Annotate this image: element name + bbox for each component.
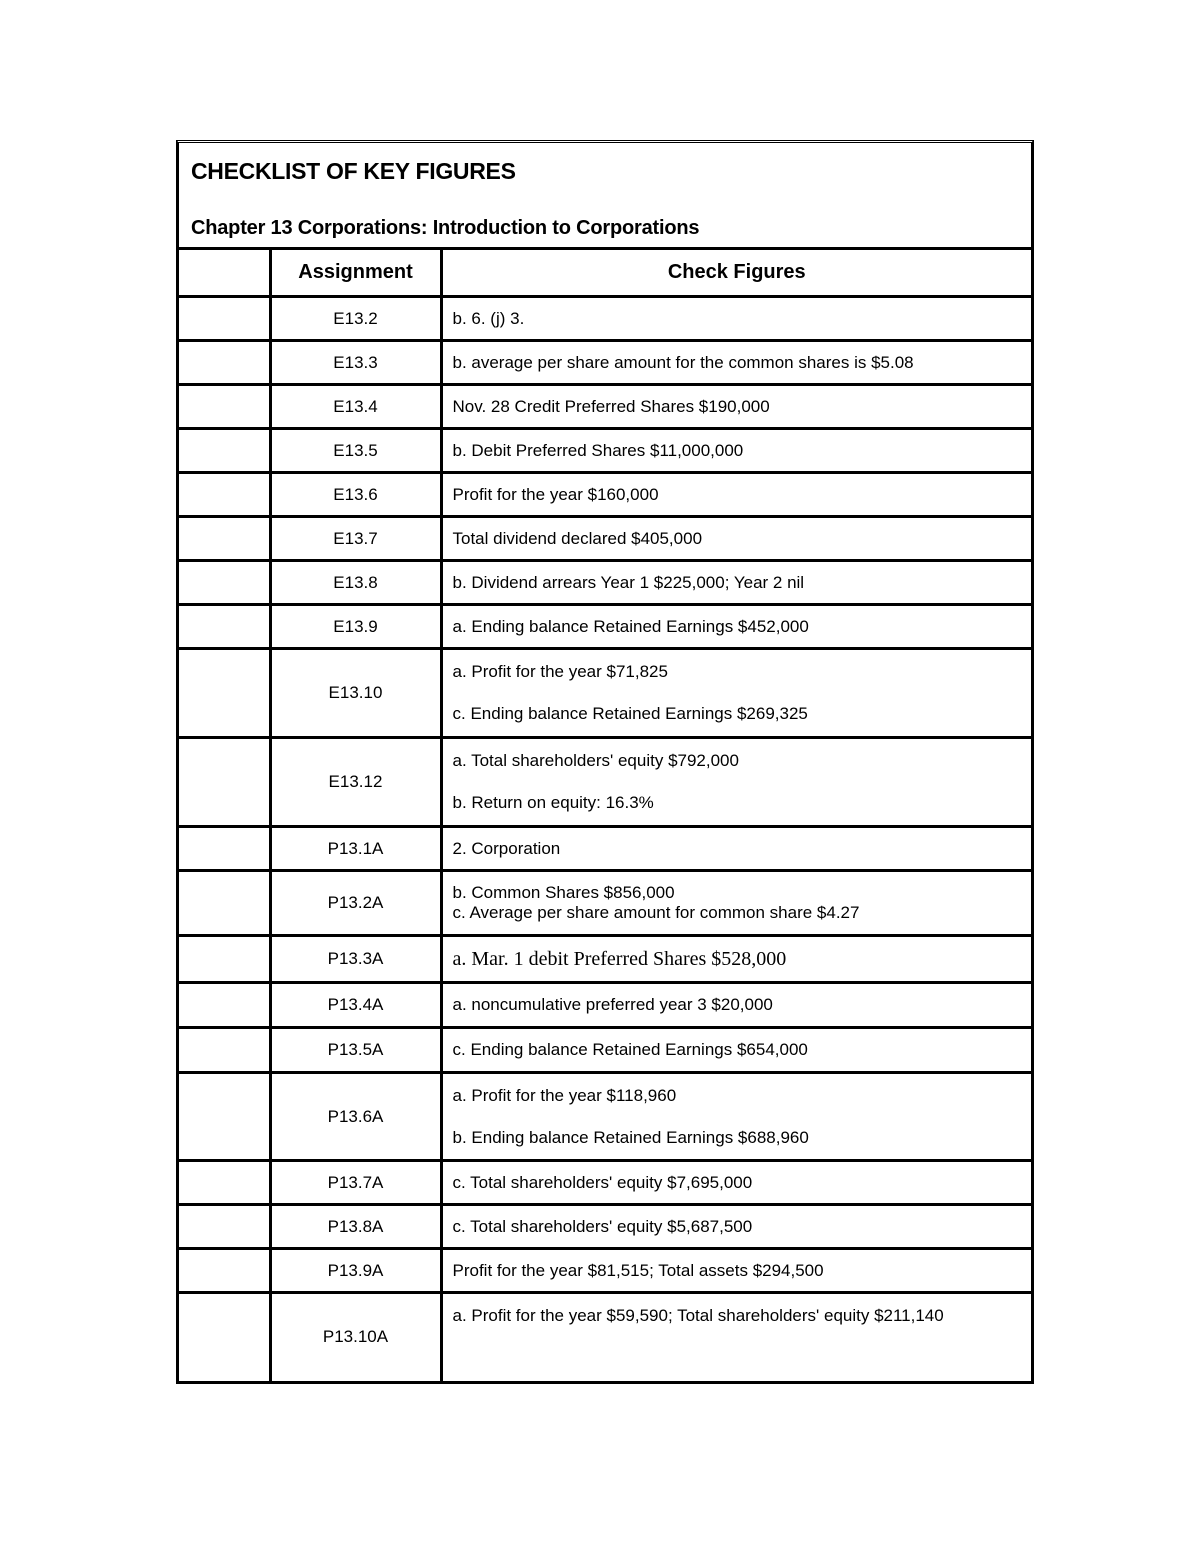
table-row <box>179 1161 1031 1205</box>
check-figure-line: b. Common Shares $856,000 <box>452 883 675 902</box>
check-figure-line: Total dividend declared $405,000 <box>452 528 703 548</box>
assignment-cell: P13.9A <box>270 1249 441 1293</box>
check-figure-line: c. Ending balance Retained Earnings $654,000 <box>452 1040 808 1059</box>
check-figure-line: a. Mar. 1 debit Preferred Shares $528,000 <box>452 947 787 970</box>
document-title: CHECKLIST OF KEY FIGURES <box>191 158 516 184</box>
blank-cell <box>179 385 270 429</box>
table-row <box>179 517 1031 561</box>
blank-cell <box>179 738 270 827</box>
table-row <box>179 385 1031 429</box>
check-figure-line: a. Profit for the year $71,825 <box>452 662 668 681</box>
document-subtitle: Chapter 13 Corporations: Introduction to Corporations <box>191 217 700 239</box>
assignment-cell: P13.6A <box>270 1073 441 1161</box>
assignment-cell: P13.5A <box>270 1028 441 1073</box>
table-row <box>179 871 1031 936</box>
table-row <box>179 738 1031 827</box>
check-figure-line: a. noncumulative preferred year 3 $20,000 <box>452 995 773 1014</box>
check-figure-cell <box>441 1293 1031 1381</box>
check-figure-line: Profit for the year $160,000 <box>452 484 659 504</box>
assignment-cell: P13.1A <box>270 827 441 871</box>
check-figure-line: b. average per share amount for the common shares is $5.08 <box>452 352 914 372</box>
blank-cell <box>179 429 270 473</box>
check-figure-cell <box>441 385 1031 429</box>
check-figures-table <box>179 250 1031 1381</box>
blank-cell <box>179 1073 270 1161</box>
check-figure-line: c. Total shareholders' equity $7,695,000 <box>452 1172 753 1192</box>
check-figure-line: a. Profit for the year $118,960 <box>452 1085 677 1105</box>
check-figure-line: Profit for the year $81,515; Total assets $294,500 <box>452 1260 824 1280</box>
check-figure-cell <box>441 1028 1031 1073</box>
blank-cell <box>179 827 270 871</box>
blank-cell <box>179 983 270 1028</box>
check-figure-cell <box>441 561 1031 605</box>
check-figure-cell <box>441 1161 1031 1205</box>
check-figure-cell <box>441 429 1031 473</box>
assignment-cell: E13.2 <box>270 297 441 341</box>
assignment-header: Assignment <box>270 250 441 297</box>
check-figure-cell <box>441 473 1031 517</box>
blank-cell <box>179 936 270 983</box>
check-figure-cell <box>441 936 1031 983</box>
check-figure-line: c. Ending balance Retained Earnings $269,325 <box>452 704 808 723</box>
assignment-cell: P13.8A <box>270 1205 441 1249</box>
table-row <box>179 936 1031 983</box>
blank-header-cell <box>179 250 270 297</box>
table-body <box>179 297 1031 1381</box>
table-row <box>179 1293 1031 1381</box>
check-figures-header: Check Figures <box>441 250 1031 297</box>
check-figure-cell <box>441 1073 1031 1161</box>
check-figure-cell <box>441 341 1031 385</box>
table-row <box>179 983 1031 1028</box>
table-row <box>179 1073 1031 1161</box>
table-header-row <box>179 250 1031 297</box>
blank-cell <box>179 1205 270 1249</box>
check-figure-line: b. Ending balance Retained Earnings $688,960 <box>452 1127 809 1147</box>
blank-cell <box>179 1293 270 1381</box>
assignment-cell: E13.5 <box>270 429 441 473</box>
check-figure-cell <box>441 517 1031 561</box>
blank-cell <box>179 1249 270 1293</box>
check-figure-line: b. 6. (j) 3. <box>452 308 525 328</box>
assignment-cell: E13.8 <box>270 561 441 605</box>
assignment-cell: E13.3 <box>270 341 441 385</box>
check-figure-cell <box>441 649 1031 738</box>
assignment-cell: E13.9 <box>270 605 441 649</box>
table-row <box>179 605 1031 649</box>
blank-cell <box>179 517 270 561</box>
check-figure-line: c. Average per share amount for common share $4.27 <box>452 903 860 922</box>
blank-cell <box>179 473 270 517</box>
table-row <box>179 473 1031 517</box>
blank-cell <box>179 605 270 649</box>
table-row <box>179 649 1031 738</box>
blank-cell <box>179 1161 270 1205</box>
table-row <box>179 561 1031 605</box>
check-figure-line: b. Debit Preferred Shares $11,000,000 <box>452 440 744 460</box>
check-figure-line: b. Dividend arrears Year 1 $225,000; Year 2 nil <box>452 572 805 592</box>
assignment-cell: E13.10 <box>270 649 441 738</box>
table-row <box>179 341 1031 385</box>
check-figure-line: a. Profit for the year $59,590; Total shareholders' equity $211,140 <box>452 1306 944 1325</box>
assignment-cell: P13.7A <box>270 1161 441 1205</box>
blank-cell <box>179 871 270 936</box>
blank-cell <box>179 297 270 341</box>
blank-cell <box>179 341 270 385</box>
table-row <box>179 429 1031 473</box>
check-figure-cell <box>441 871 1031 936</box>
check-figure-cell <box>441 983 1031 1028</box>
check-figure-line: a. Ending balance Retained Earnings $452,000 <box>452 616 809 636</box>
assignment-cell: P13.3A <box>270 936 441 983</box>
table-row <box>179 827 1031 871</box>
blank-cell <box>179 1028 270 1073</box>
check-figure-cell <box>441 738 1031 827</box>
blank-cell <box>179 561 270 605</box>
title-block <box>179 143 1031 250</box>
check-figure-line: c. Total shareholders' equity $5,687,500 <box>452 1216 753 1236</box>
assignment-cell: E13.4 <box>270 385 441 429</box>
check-figure-cell <box>441 605 1031 649</box>
table-row <box>179 297 1031 341</box>
check-figure-line: 2. Corporation <box>452 838 561 858</box>
check-figure-line: a. Total shareholders' equity $792,000 <box>452 751 739 770</box>
table-row <box>179 1028 1031 1073</box>
assignment-cell: P13.10A <box>270 1293 441 1381</box>
assignment-cell: E13.12 <box>270 738 441 827</box>
assignment-cell: P13.2A <box>270 871 441 936</box>
table-row <box>179 1205 1031 1249</box>
check-figure-line: b. Return on equity: 16.3% <box>452 793 654 812</box>
blank-cell <box>179 649 270 738</box>
check-figure-cell <box>441 1249 1031 1293</box>
assignment-cell: E13.6 <box>270 473 441 517</box>
check-figure-line: Nov. 28 Credit Preferred Shares $190,000 <box>452 396 770 416</box>
check-figure-cell <box>441 827 1031 871</box>
checklist-document <box>176 140 1034 1384</box>
check-figure-cell <box>441 297 1031 341</box>
assignment-cell: P13.4A <box>270 983 441 1028</box>
table-row <box>179 1249 1031 1293</box>
assignment-cell: E13.7 <box>270 517 441 561</box>
check-figure-cell <box>441 1205 1031 1249</box>
